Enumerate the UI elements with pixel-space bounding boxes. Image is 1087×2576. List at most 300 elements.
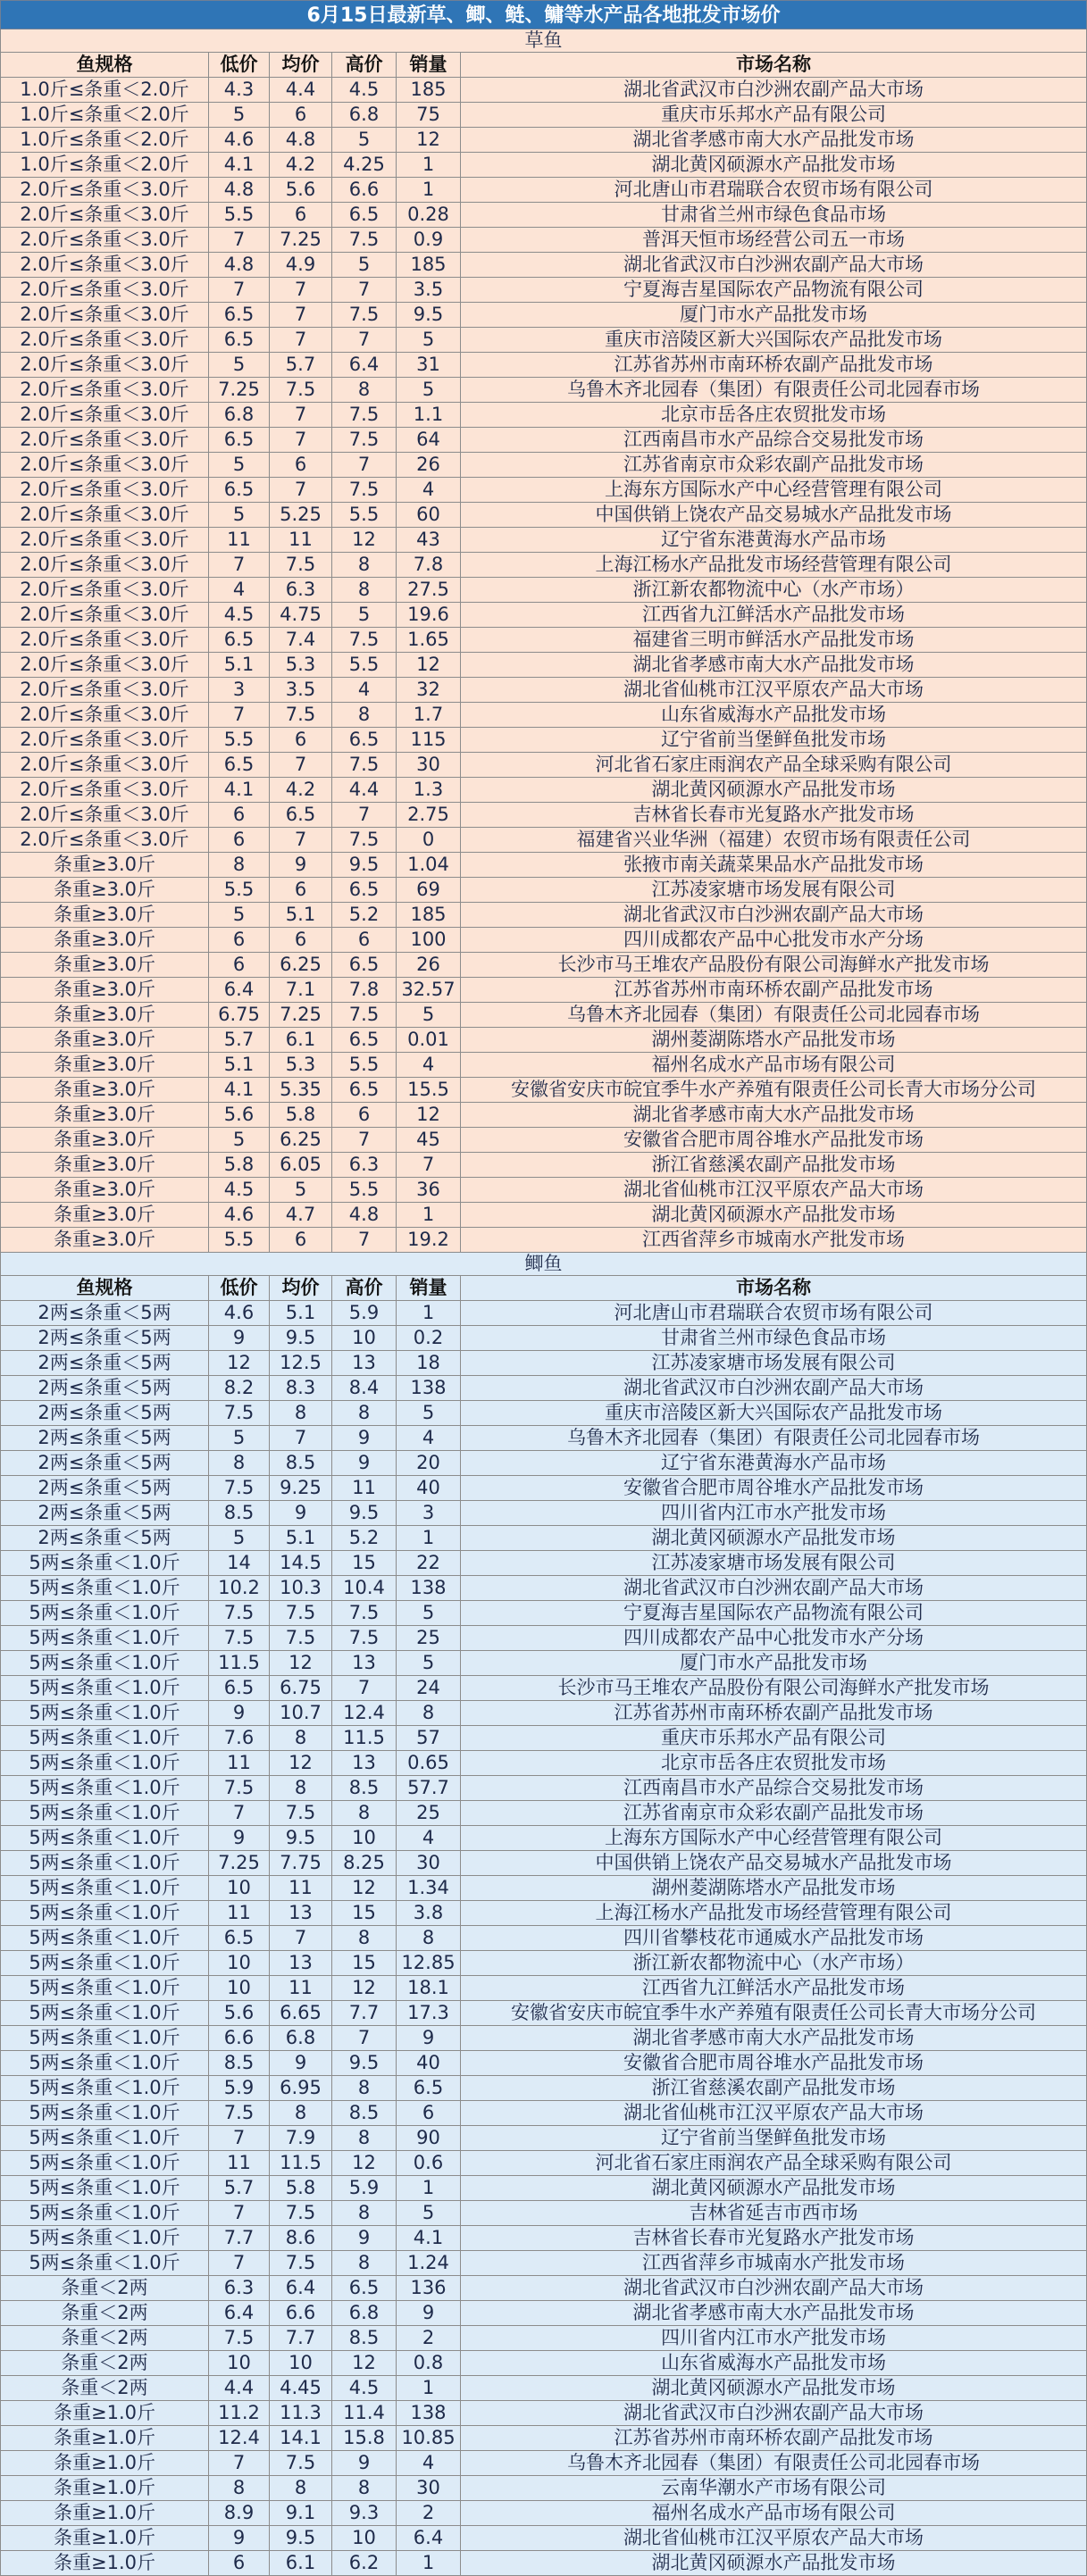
volume-cell: 30 — [397, 2476, 461, 2501]
volume-cell: 12.85 — [397, 1951, 461, 1976]
avg-price-cell: 6.25 — [270, 1128, 332, 1153]
table-row — [0, 1003, 1087, 1028]
market-name-cell: 江苏凌家塘市场发展有限公司 — [461, 1351, 1087, 1376]
avg-price-cell: 6.8 — [270, 2026, 332, 2051]
spec-cell: 2两≤条重＜5两 — [0, 1476, 209, 1501]
avg-price-cell: 8.6 — [270, 2226, 332, 2251]
low-price-cell: 8.5 — [209, 2051, 270, 2076]
market-name-cell: 江苏省苏州市南环桥农副产品批发市场 — [461, 978, 1087, 1003]
market-name-cell: 江苏凌家塘市场发展有限公司 — [461, 878, 1087, 903]
volume-cell: 19.6 — [397, 603, 461, 628]
high-price-cell: 7.8 — [332, 978, 397, 1003]
spec-cell: 2两≤条重＜5两 — [0, 1376, 209, 1401]
table-row — [0, 1576, 1087, 1601]
volume-cell: 30 — [397, 1851, 461, 1876]
table-row — [0, 2451, 1087, 2476]
table-row — [0, 1851, 1087, 1876]
table-row — [0, 2176, 1087, 2201]
table-row — [0, 2251, 1087, 2276]
column-header-volume: 销量 — [397, 53, 461, 78]
low-price-cell: 7 — [209, 1801, 270, 1826]
market-name-cell: 北京市岳各庄农贸批发市场 — [461, 403, 1087, 428]
spec-cell: 5两≤条重＜1.0斤 — [0, 1651, 209, 1676]
low-price-cell: 5.5 — [209, 878, 270, 903]
table-row — [0, 578, 1087, 603]
volume-cell: 26 — [397, 453, 461, 478]
market-name-cell: 湖北省武汉市白沙洲农副产品大市场 — [461, 1376, 1087, 1401]
low-price-cell: 7 — [209, 2251, 270, 2276]
avg-price-cell: 7.1 — [270, 978, 332, 1003]
market-name-cell: 湖北省孝感市南大水产品批发市场 — [461, 128, 1087, 153]
low-price-cell: 11.2 — [209, 2401, 270, 2426]
avg-price-cell: 7.5 — [270, 2451, 332, 2476]
avg-price-cell: 6 — [270, 453, 332, 478]
spec-cell: 2两≤条重＜5两 — [0, 1401, 209, 1426]
volume-cell: 1.65 — [397, 628, 461, 653]
table-row — [0, 1751, 1087, 1776]
spec-cell: 条重＜2两 — [0, 2376, 209, 2401]
spec-cell: 5两≤条重＜1.0斤 — [0, 2126, 209, 2151]
low-price-cell: 5.5 — [209, 203, 270, 228]
spec-cell: 2两≤条重＜5两 — [0, 1451, 209, 1476]
volume-cell: 1.04 — [397, 853, 461, 878]
table-row — [0, 1826, 1087, 1851]
spec-cell: 条重＜2两 — [0, 2326, 209, 2351]
market-name-cell: 辽宁省前当堡鲜鱼批发市场 — [461, 2126, 1087, 2151]
fish-section — [0, 1253, 1087, 2576]
table-row — [0, 403, 1087, 428]
market-name-cell: 浙江新农都物流中心（水产市场） — [461, 1951, 1087, 1976]
avg-price-cell: 12.5 — [270, 1351, 332, 1376]
low-price-cell: 10 — [209, 2351, 270, 2376]
market-name-cell: 江西南昌市水产品综合交易批发市场 — [461, 1776, 1087, 1801]
avg-price-cell: 8.3 — [270, 1376, 332, 1401]
volume-cell: 1.1 — [397, 403, 461, 428]
high-price-cell: 9 — [332, 1451, 397, 1476]
market-name-cell: 长沙市马王堆农产品股份有限公司海鲜水产批发市场 — [461, 953, 1087, 978]
high-price-cell: 8 — [332, 2251, 397, 2276]
high-price-cell: 10 — [332, 1326, 397, 1351]
high-price-cell: 13 — [332, 1651, 397, 1676]
table-row — [0, 1426, 1087, 1451]
low-price-cell: 6.3 — [209, 2276, 270, 2301]
table-row — [0, 853, 1087, 878]
table-row — [0, 1028, 1087, 1053]
high-price-cell: 7.5 — [332, 753, 397, 778]
spec-cell: 5两≤条重＜1.0斤 — [0, 1551, 209, 1576]
high-price-cell: 6 — [332, 1103, 397, 1128]
high-price-cell: 5.5 — [332, 1053, 397, 1078]
spec-cell: 2.0斤≤条重＜3.0斤 — [0, 178, 209, 203]
volume-cell: 30 — [397, 753, 461, 778]
market-name-cell: 乌鲁木齐北园春（集团）有限责任公司北园春市场 — [461, 1426, 1087, 1451]
table-row — [0, 803, 1087, 828]
high-price-cell: 9.5 — [332, 1501, 397, 1526]
avg-price-cell: 6 — [270, 203, 332, 228]
high-price-cell: 5.2 — [332, 1526, 397, 1551]
market-name-cell: 湖北黄冈硕源水产品批发市场 — [461, 1526, 1087, 1551]
spec-cell: 2两≤条重＜5两 — [0, 1526, 209, 1551]
spec-cell: 条重≥1.0斤 — [0, 2476, 209, 2501]
high-price-cell: 9.5 — [332, 2051, 397, 2076]
volume-cell: 138 — [397, 1576, 461, 1601]
volume-cell: 10.85 — [397, 2426, 461, 2451]
market-name-cell: 厦门市水产品批发市场 — [461, 1651, 1087, 1676]
table-row — [0, 828, 1087, 853]
low-price-cell: 12 — [209, 1351, 270, 1376]
market-name-cell: 河北唐山市君瑞联合农贸市场有限公司 — [461, 178, 1087, 203]
market-name-cell: 山东省威海水产品批发市场 — [461, 2351, 1087, 2376]
high-price-cell: 6.6 — [332, 178, 397, 203]
column-header-high-price: 高价 — [332, 1276, 397, 1301]
volume-cell: 0.9 — [397, 228, 461, 253]
low-price-cell: 10.2 — [209, 1576, 270, 1601]
low-price-cell: 4.1 — [209, 778, 270, 803]
table-row — [0, 2126, 1087, 2151]
spec-cell: 5两≤条重＜1.0斤 — [0, 1926, 209, 1951]
spec-cell: 条重≥3.0斤 — [0, 1128, 209, 1153]
low-price-cell: 9 — [209, 1826, 270, 1851]
spec-cell: 条重≥3.0斤 — [0, 1053, 209, 1078]
high-price-cell: 6.2 — [332, 2551, 397, 2576]
spec-cell: 条重≥3.0斤 — [0, 953, 209, 978]
spec-cell: 5两≤条重＜1.0斤 — [0, 1751, 209, 1776]
volume-cell: 4 — [397, 1826, 461, 1851]
table-row — [0, 278, 1087, 303]
volume-cell: 31 — [397, 353, 461, 378]
low-price-cell: 7.5 — [209, 1476, 270, 1501]
avg-price-cell: 7 — [270, 303, 332, 328]
market-name-cell: 重庆市涪陵区新大兴国际农产品批发市场 — [461, 328, 1087, 353]
high-price-cell: 9 — [332, 2451, 397, 2476]
high-price-cell: 11.5 — [332, 1726, 397, 1751]
avg-price-cell: 6 — [270, 878, 332, 903]
spec-cell: 1.0斤≤条重＜2.0斤 — [0, 128, 209, 153]
market-name-cell: 浙江省慈溪农副产品批发市场 — [461, 1153, 1087, 1178]
spec-cell: 1.0斤≤条重＜2.0斤 — [0, 153, 209, 178]
market-name-cell: 中国供销上饶农产品交易城水产品批发市场 — [461, 503, 1087, 528]
market-name-cell: 辽宁省前当堡鲜鱼批发市场 — [461, 728, 1087, 753]
market-name-cell: 安徽省安庆市皖宜季牛水产养殖有限责任公司长青大市场分公司 — [461, 1078, 1087, 1103]
high-price-cell: 7.5 — [332, 1626, 397, 1651]
table-row — [0, 1801, 1087, 1826]
high-price-cell: 15 — [332, 1551, 397, 1576]
spec-cell: 2.0斤≤条重＜3.0斤 — [0, 328, 209, 353]
avg-price-cell: 4.4 — [270, 78, 332, 103]
low-price-cell: 3 — [209, 678, 270, 703]
market-name-cell: 甘肃省兰州市绿色食品市场 — [461, 1326, 1087, 1351]
avg-price-cell: 5.3 — [270, 653, 332, 678]
high-price-cell: 7 — [332, 803, 397, 828]
spec-cell: 条重≥3.0斤 — [0, 1228, 209, 1253]
spec-cell: 5两≤条重＜1.0斤 — [0, 1676, 209, 1701]
volume-cell: 185 — [397, 78, 461, 103]
high-price-cell: 7.7 — [332, 2001, 397, 2026]
avg-price-cell: 4.75 — [270, 603, 332, 628]
high-price-cell: 8.4 — [332, 1376, 397, 1401]
market-name-cell: 四川省内江市水产批发市场 — [461, 1501, 1087, 1526]
column-header-avg-price: 均价 — [270, 1276, 332, 1301]
volume-cell: 1.7 — [397, 703, 461, 728]
high-price-cell: 4.4 — [332, 778, 397, 803]
avg-price-cell: 9.5 — [270, 1826, 332, 1851]
low-price-cell: 6.5 — [209, 1926, 270, 1951]
spec-cell: 条重≥3.0斤 — [0, 928, 209, 953]
market-name-cell: 张掖市南关蔬菜果品水产品批发市场 — [461, 853, 1087, 878]
avg-price-cell: 10.7 — [270, 1701, 332, 1726]
avg-price-cell: 5.6 — [270, 178, 332, 203]
market-name-cell: 四川成都农产品中心批发市水产分场 — [461, 1626, 1087, 1651]
volume-cell: 5 — [397, 2201, 461, 2226]
spec-cell: 2.0斤≤条重＜3.0斤 — [0, 403, 209, 428]
table-row — [0, 1601, 1087, 1626]
avg-price-cell: 7.5 — [270, 1626, 332, 1651]
avg-price-cell: 4.45 — [270, 2376, 332, 2401]
table-row — [0, 103, 1087, 128]
table-row — [0, 2226, 1087, 2251]
spec-cell: 条重≥1.0斤 — [0, 2526, 209, 2551]
table-row — [0, 953, 1087, 978]
low-price-cell: 6.5 — [209, 328, 270, 353]
high-price-cell: 10.4 — [332, 1576, 397, 1601]
low-price-cell: 4.6 — [209, 1203, 270, 1228]
avg-price-cell: 14.1 — [270, 2426, 332, 2451]
column-header-spec: 鱼规格 — [0, 53, 209, 78]
high-price-cell: 15.8 — [332, 2426, 397, 2451]
avg-price-cell: 10 — [270, 2351, 332, 2376]
avg-price-cell: 6.05 — [270, 1153, 332, 1178]
high-price-cell: 8.5 — [332, 2326, 397, 2351]
market-name-cell: 江苏省苏州市南环桥农副产品批发市场 — [461, 2426, 1087, 2451]
spec-cell: 2.0斤≤条重＜3.0斤 — [0, 703, 209, 728]
avg-price-cell: 5.3 — [270, 1053, 332, 1078]
volume-cell: 2 — [397, 2326, 461, 2351]
avg-price-cell: 7 — [270, 328, 332, 353]
table-row — [0, 728, 1087, 753]
spec-cell: 5两≤条重＜1.0斤 — [0, 2076, 209, 2101]
table-row — [0, 778, 1087, 803]
low-price-cell: 8 — [209, 1451, 270, 1476]
volume-cell: 8 — [397, 1701, 461, 1726]
spec-cell: 2两≤条重＜5两 — [0, 1426, 209, 1451]
low-price-cell: 4.6 — [209, 1301, 270, 1326]
spec-cell: 条重≥3.0斤 — [0, 903, 209, 928]
market-name-cell: 江苏省苏州市南环桥农副产品批发市场 — [461, 1701, 1087, 1726]
low-price-cell: 6.5 — [209, 428, 270, 453]
volume-cell: 5 — [397, 1601, 461, 1626]
spec-cell: 5两≤条重＜1.0斤 — [0, 1976, 209, 2001]
spec-cell: 2.0斤≤条重＜3.0斤 — [0, 253, 209, 278]
spec-cell: 2.0斤≤条重＜3.0斤 — [0, 353, 209, 378]
market-name-cell: 江西南昌市水产品综合交易批发市场 — [461, 428, 1087, 453]
spec-cell: 条重≥3.0斤 — [0, 1003, 209, 1028]
avg-price-cell: 4.2 — [270, 153, 332, 178]
market-name-cell: 重庆市乐邦水产品有限公司 — [461, 103, 1087, 128]
high-price-cell: 7 — [332, 2026, 397, 2051]
volume-cell: 0.01 — [397, 1028, 461, 1053]
high-price-cell: 7 — [332, 328, 397, 353]
low-price-cell: 7.5 — [209, 1626, 270, 1651]
table-row — [0, 2026, 1087, 2051]
high-price-cell: 9 — [332, 2226, 397, 2251]
table-row — [0, 2001, 1087, 2026]
volume-cell: 27.5 — [397, 578, 461, 603]
table-row — [0, 1901, 1087, 1926]
low-price-cell: 14 — [209, 1551, 270, 1576]
spec-cell: 5两≤条重＜1.0斤 — [0, 1576, 209, 1601]
volume-cell: 9.5 — [397, 303, 461, 328]
column-header-low-price: 低价 — [209, 53, 270, 78]
avg-price-cell: 6.75 — [270, 1676, 332, 1701]
volume-cell: 5 — [397, 1401, 461, 1426]
section-header: 草鱼 — [0, 29, 1087, 53]
low-price-cell: 4.1 — [209, 153, 270, 178]
high-price-cell: 6.5 — [332, 728, 397, 753]
avg-price-cell: 7.9 — [270, 2126, 332, 2151]
avg-price-cell: 4.7 — [270, 1203, 332, 1228]
avg-price-cell: 8 — [270, 1401, 332, 1426]
volume-cell: 8 — [397, 1926, 461, 1951]
low-price-cell: 7 — [209, 553, 270, 578]
market-name-cell: 安徽省合肥市周谷堆水产品批发市场 — [461, 1476, 1087, 1501]
column-header-row — [0, 53, 1087, 78]
low-price-cell: 8 — [209, 853, 270, 878]
volume-cell: 5 — [397, 1651, 461, 1676]
table-row — [0, 1326, 1087, 1351]
high-price-cell: 6.5 — [332, 203, 397, 228]
high-price-cell: 13 — [332, 1351, 397, 1376]
spec-cell: 条重≥3.0斤 — [0, 978, 209, 1003]
table-row — [0, 1128, 1087, 1153]
volume-cell: 32 — [397, 678, 461, 703]
market-name-cell: 湖北省仙桃市江汉平原农产品大市场 — [461, 1178, 1087, 1203]
volume-cell: 1 — [397, 2551, 461, 2576]
market-name-cell: 安徽省安庆市皖宜季牛水产养殖有限责任公司长青大市场分公司 — [461, 2001, 1087, 2026]
volume-cell: 75 — [397, 103, 461, 128]
market-name-cell: 湖北省武汉市白沙洲农副产品大市场 — [461, 903, 1087, 928]
table-row — [0, 1926, 1087, 1951]
table-row — [0, 1526, 1087, 1551]
table-row — [0, 153, 1087, 178]
low-price-cell: 12.4 — [209, 2426, 270, 2451]
table-row — [0, 478, 1087, 503]
market-name-cell: 湖北黄冈硕源水产品批发市场 — [461, 778, 1087, 803]
high-price-cell: 4.25 — [332, 153, 397, 178]
market-name-cell: 江西省九江鲜活水产品批发市场 — [461, 603, 1087, 628]
table-row — [0, 2151, 1087, 2176]
table-row — [0, 903, 1087, 928]
market-name-cell: 宁夏海吉星国际农产品物流有限公司 — [461, 1601, 1087, 1626]
table-row — [0, 678, 1087, 703]
avg-price-cell: 7.5 — [270, 553, 332, 578]
low-price-cell: 7 — [209, 2201, 270, 2226]
avg-price-cell: 3.5 — [270, 678, 332, 703]
volume-cell: 100 — [397, 928, 461, 953]
low-price-cell: 8 — [209, 2476, 270, 2501]
low-price-cell: 7 — [209, 2126, 270, 2151]
high-price-cell: 7.5 — [332, 403, 397, 428]
table-row — [0, 1551, 1087, 1576]
high-price-cell: 11 — [332, 1476, 397, 1501]
table-row — [0, 653, 1087, 678]
spec-cell: 条重≥3.0斤 — [0, 1103, 209, 1128]
low-price-cell: 4 — [209, 578, 270, 603]
high-price-cell: 6.8 — [332, 103, 397, 128]
volume-cell: 19.2 — [397, 1228, 461, 1253]
low-price-cell: 11.5 — [209, 1651, 270, 1676]
fish-section — [0, 29, 1087, 1253]
table-row — [0, 1153, 1087, 1178]
high-price-cell: 9.3 — [332, 2501, 397, 2526]
low-price-cell: 5.5 — [209, 728, 270, 753]
avg-price-cell: 7.5 — [270, 378, 332, 403]
volume-cell: 7.8 — [397, 553, 461, 578]
high-price-cell: 5.5 — [332, 653, 397, 678]
volume-cell: 6 — [397, 2101, 461, 2126]
avg-price-cell: 6 — [270, 1228, 332, 1253]
spec-cell: 5两≤条重＜1.0斤 — [0, 2226, 209, 2251]
market-name-cell: 湖北省孝感市南大水产品批发市场 — [461, 2026, 1087, 2051]
table-row — [0, 303, 1087, 328]
table-row — [0, 1976, 1087, 2001]
volume-cell: 138 — [397, 2401, 461, 2426]
table-row — [0, 703, 1087, 728]
spec-cell: 5两≤条重＜1.0斤 — [0, 1826, 209, 1851]
low-price-cell: 11 — [209, 2151, 270, 2176]
high-price-cell: 8.5 — [332, 1776, 397, 1801]
market-name-cell: 湖北省孝感市南大水产品批发市场 — [461, 1103, 1087, 1128]
table-row — [0, 1376, 1087, 1401]
high-price-cell: 8 — [332, 1401, 397, 1426]
avg-price-cell: 7.5 — [270, 1801, 332, 1826]
table-row — [0, 328, 1087, 353]
volume-cell: 1 — [397, 1203, 461, 1228]
table-row — [0, 1651, 1087, 1676]
avg-price-cell: 7 — [270, 478, 332, 503]
market-name-cell: 乌鲁木齐北园春（集团）有限责任公司北园春市场 — [461, 2451, 1087, 2476]
high-price-cell: 4.8 — [332, 1203, 397, 1228]
market-name-cell: 江苏凌家塘市场发展有限公司 — [461, 1551, 1087, 1576]
spec-cell: 条重≥3.0斤 — [0, 1203, 209, 1228]
high-price-cell: 6.5 — [332, 1028, 397, 1053]
table-row — [0, 628, 1087, 653]
volume-cell: 60 — [397, 503, 461, 528]
spec-cell: 5两≤条重＜1.0斤 — [0, 2251, 209, 2276]
low-price-cell: 5 — [209, 353, 270, 378]
low-price-cell: 11 — [209, 1751, 270, 1776]
high-price-cell: 10 — [332, 2526, 397, 2551]
low-price-cell: 5.1 — [209, 653, 270, 678]
low-price-cell: 6.5 — [209, 628, 270, 653]
spec-cell: 5两≤条重＜1.0斤 — [0, 2026, 209, 2051]
table-row — [0, 1078, 1087, 1103]
low-price-cell: 7.25 — [209, 378, 270, 403]
spec-cell: 2.0斤≤条重＜3.0斤 — [0, 753, 209, 778]
low-price-cell: 11 — [209, 528, 270, 553]
avg-price-cell: 9.25 — [270, 1476, 332, 1501]
table-row — [0, 1776, 1087, 1801]
low-price-cell: 6 — [209, 828, 270, 853]
avg-price-cell: 8 — [270, 2476, 332, 2501]
high-price-cell: 6.5 — [332, 878, 397, 903]
volume-cell: 1.34 — [397, 1876, 461, 1901]
table-row — [0, 353, 1087, 378]
table-row — [0, 2326, 1087, 2351]
avg-price-cell: 5.1 — [270, 903, 332, 928]
volume-cell: 40 — [397, 2051, 461, 2076]
spec-cell: 条重≥3.0斤 — [0, 878, 209, 903]
spec-cell: 5两≤条重＜1.0斤 — [0, 1951, 209, 1976]
